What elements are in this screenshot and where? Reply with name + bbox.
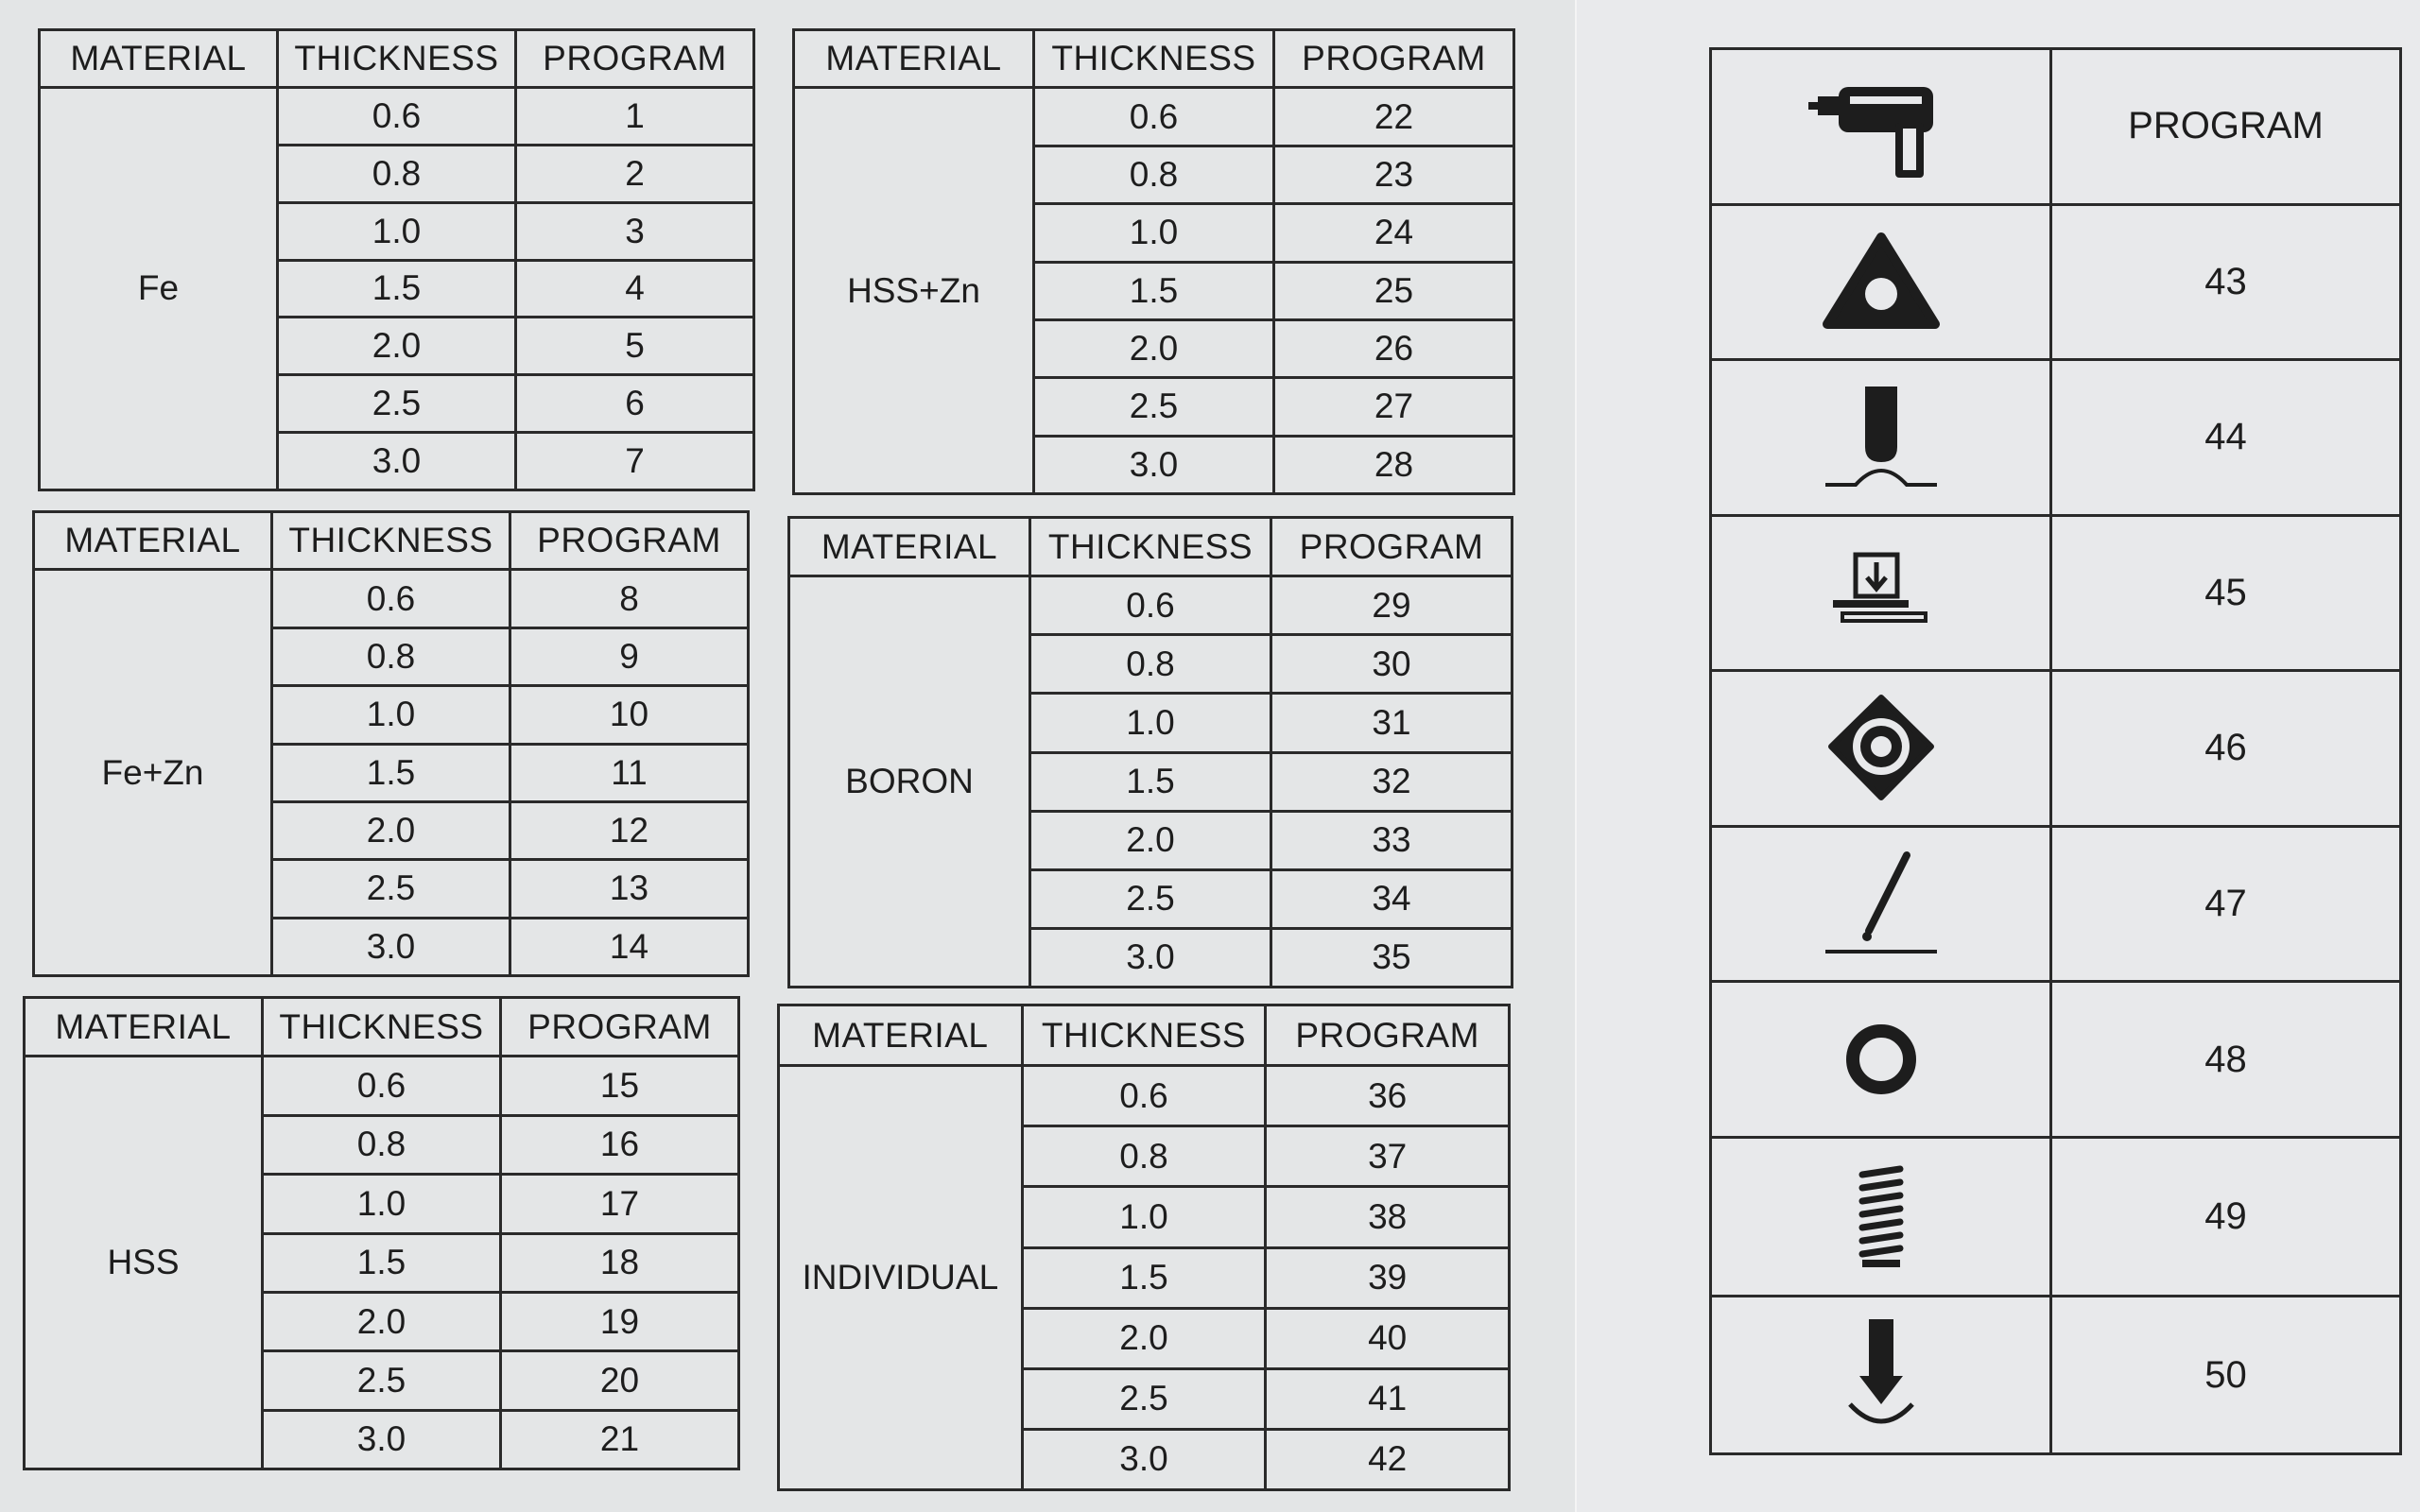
diamond-washer-icon (1711, 671, 2051, 827)
program-cell: 17 (501, 1175, 739, 1233)
thickness-cell: 0.8 (263, 1115, 501, 1174)
table-row (25, 1057, 739, 1115)
program-cell: 48 (2051, 982, 2401, 1138)
material-header: MATERIAL (34, 512, 272, 570)
material-cell: Fe (40, 87, 278, 490)
program-cell: 24 (1274, 204, 1514, 262)
table-header-row (779, 1005, 1510, 1066)
program-header: PROGRAM (516, 30, 754, 88)
program-cell: 10 (510, 686, 749, 744)
program-cell: 43 (2051, 204, 2401, 360)
thickness-cell: 0.6 (278, 87, 516, 145)
thickness-header: THICKNESS (278, 30, 516, 88)
program-cell: 5 (516, 318, 754, 375)
symbol-program-table (1709, 47, 2402, 1455)
program-cell: 12 (510, 801, 749, 859)
thickness-cell: 3.0 (1022, 1429, 1266, 1489)
thickness-cell: 1.5 (278, 260, 516, 318)
thickness-cell: 1.5 (1022, 1247, 1266, 1308)
thickness-header: THICKNESS (1022, 1005, 1266, 1066)
program-cell: 31 (1270, 694, 1512, 752)
thickness-cell: 3.0 (1034, 436, 1274, 493)
stud-pin-icon (1711, 1297, 2051, 1454)
thickness-cell: 0.6 (263, 1057, 501, 1115)
program-cell: 44 (2051, 360, 2401, 516)
thickness-cell: 1.0 (272, 686, 510, 744)
thickness-cell: 1.5 (272, 744, 510, 801)
material-table (23, 996, 740, 1470)
program-cell: 40 (1266, 1308, 1510, 1368)
thickness-cell: 3.0 (1029, 928, 1270, 987)
thickness-cell: 2.5 (1022, 1368, 1266, 1429)
material-table (787, 516, 1513, 988)
thickness-cell: 1.0 (263, 1175, 501, 1233)
program-cell: 41 (1266, 1368, 1510, 1429)
thickness-header: THICKNESS (272, 512, 510, 570)
material-table (32, 510, 750, 977)
program-cell: 23 (1274, 146, 1514, 203)
thickness-cell: 3.0 (278, 433, 516, 490)
program-cell: 6 (516, 375, 754, 433)
thickness-cell: 3.0 (263, 1410, 501, 1469)
table-row (789, 576, 1512, 635)
program-cell: 3 (516, 202, 754, 260)
thickness-cell: 1.5 (263, 1233, 501, 1292)
material-header: MATERIAL (794, 30, 1034, 88)
thickness-cell: 0.8 (1029, 635, 1270, 694)
material-table (38, 28, 755, 491)
thickness-cell: 2.0 (263, 1292, 501, 1350)
thickness-cell: 0.8 (278, 145, 516, 202)
thickness-cell: 1.0 (1022, 1187, 1266, 1247)
thickness-cell: 2.0 (1034, 319, 1274, 377)
thickness-header: THICKNESS (1029, 518, 1270, 576)
program-cell: 14 (510, 918, 749, 975)
thickness-cell: 1.0 (1034, 204, 1274, 262)
table-header-row (34, 512, 749, 570)
program-cell: 28 (1274, 436, 1514, 493)
thickness-cell: 0.8 (1034, 146, 1274, 203)
program-cell: 22 (1274, 88, 1514, 146)
program-cell: 33 (1270, 811, 1512, 869)
material-cell: BORON (789, 576, 1030, 988)
thickness-cell: 0.6 (1034, 88, 1274, 146)
table-header-row (789, 518, 1512, 576)
thickness-cell: 2.5 (278, 375, 516, 433)
material-header: MATERIAL (789, 518, 1030, 576)
table-header-row (794, 30, 1514, 88)
program-header: PROGRAM (1270, 518, 1512, 576)
program-cell: 42 (1266, 1429, 1510, 1489)
material-table (777, 1004, 1511, 1491)
symbol-header-label: PROGRAM (2051, 49, 2401, 205)
material-cell: HSS (25, 1057, 263, 1469)
material-cell: HSS+Zn (794, 88, 1034, 494)
program-cell: 46 (2051, 671, 2401, 827)
program-cell: 7 (516, 433, 754, 490)
program-header: PROGRAM (1266, 1005, 1510, 1066)
thickness-cell: 0.6 (1029, 576, 1270, 635)
program-cell: 45 (2051, 515, 2401, 671)
program-cell: 18 (501, 1233, 739, 1292)
program-cell: 30 (1270, 635, 1512, 694)
thickness-cell: 0.8 (1022, 1126, 1266, 1187)
table-header-row (40, 30, 754, 88)
thickness-cell: 1.5 (1034, 262, 1274, 319)
material-cell: Fe+Zn (34, 570, 272, 976)
sheet-shrink-icon (1711, 515, 2051, 671)
spot-welder-gun-icon (1711, 49, 2051, 205)
thickness-cell: 1.5 (1029, 752, 1270, 811)
table-header-row (25, 998, 739, 1057)
thickness-cell: 2.0 (278, 318, 516, 375)
program-header: PROGRAM (501, 998, 739, 1057)
program-header: PROGRAM (510, 512, 749, 570)
table-row (40, 87, 754, 145)
program-cell: 4 (516, 260, 754, 318)
thickness-cell: 2.5 (263, 1351, 501, 1410)
thickness-cell: 2.5 (1029, 869, 1270, 928)
program-cell: 9 (510, 627, 749, 685)
carbon-rod-icon (1711, 826, 2051, 982)
program-cell: 39 (1266, 1247, 1510, 1308)
thickness-cell: 2.0 (1022, 1308, 1266, 1368)
thickness-cell: 3.0 (272, 918, 510, 975)
thickness-cell: 2.0 (1029, 811, 1270, 869)
program-cell: 49 (2051, 1137, 2401, 1297)
program-cell: 21 (501, 1410, 739, 1469)
thickness-header: THICKNESS (263, 998, 501, 1057)
program-cell: 35 (1270, 928, 1512, 987)
program-cell: 34 (1270, 869, 1512, 928)
program-cell: 47 (2051, 826, 2401, 982)
program-cell: 8 (510, 570, 749, 627)
program-cell: 1 (516, 87, 754, 145)
program-cell: 29 (1270, 576, 1512, 635)
thickness-cell: 0.6 (1022, 1066, 1266, 1126)
material-cell: INDIVIDUAL (779, 1066, 1023, 1490)
program-cell: 19 (501, 1292, 739, 1350)
table-row (794, 88, 1514, 146)
program-cell: 27 (1274, 378, 1514, 436)
program-cell: 37 (1266, 1126, 1510, 1187)
thickness-cell: 1.0 (1029, 694, 1270, 752)
program-cell: 38 (1266, 1187, 1510, 1247)
thickness-cell: 2.0 (272, 801, 510, 859)
program-cell: 13 (510, 860, 749, 918)
table-row (34, 570, 749, 627)
program-cell: 26 (1274, 319, 1514, 377)
thickness-cell: 2.5 (1034, 378, 1274, 436)
thickness-cell: 0.8 (272, 627, 510, 685)
program-cell: 25 (1274, 262, 1514, 319)
spring-coil-icon (1711, 1137, 2051, 1297)
electrode-dent-pull-icon (1711, 360, 2051, 516)
thickness-cell: 0.6 (272, 570, 510, 627)
thickness-header: THICKNESS (1034, 30, 1274, 88)
program-cell: 16 (501, 1115, 739, 1174)
program-cell: 36 (1266, 1066, 1510, 1126)
thickness-cell: 1.0 (278, 202, 516, 260)
program-cell: 11 (510, 744, 749, 801)
triangle-washer-icon (1711, 204, 2051, 360)
material-table (792, 28, 1515, 495)
material-header: MATERIAL (779, 1005, 1023, 1066)
program-cell: 32 (1270, 752, 1512, 811)
thickness-cell: 2.5 (272, 860, 510, 918)
material-header: MATERIAL (40, 30, 278, 88)
ring-washer-icon (1711, 982, 2051, 1138)
program-cell: 2 (516, 145, 754, 202)
program-header: PROGRAM (1274, 30, 1514, 88)
table-row (779, 1066, 1510, 1126)
program-cell: 20 (501, 1351, 739, 1410)
program-cell: 15 (501, 1057, 739, 1115)
program-cell: 50 (2051, 1297, 2401, 1454)
material-header: MATERIAL (25, 998, 263, 1057)
